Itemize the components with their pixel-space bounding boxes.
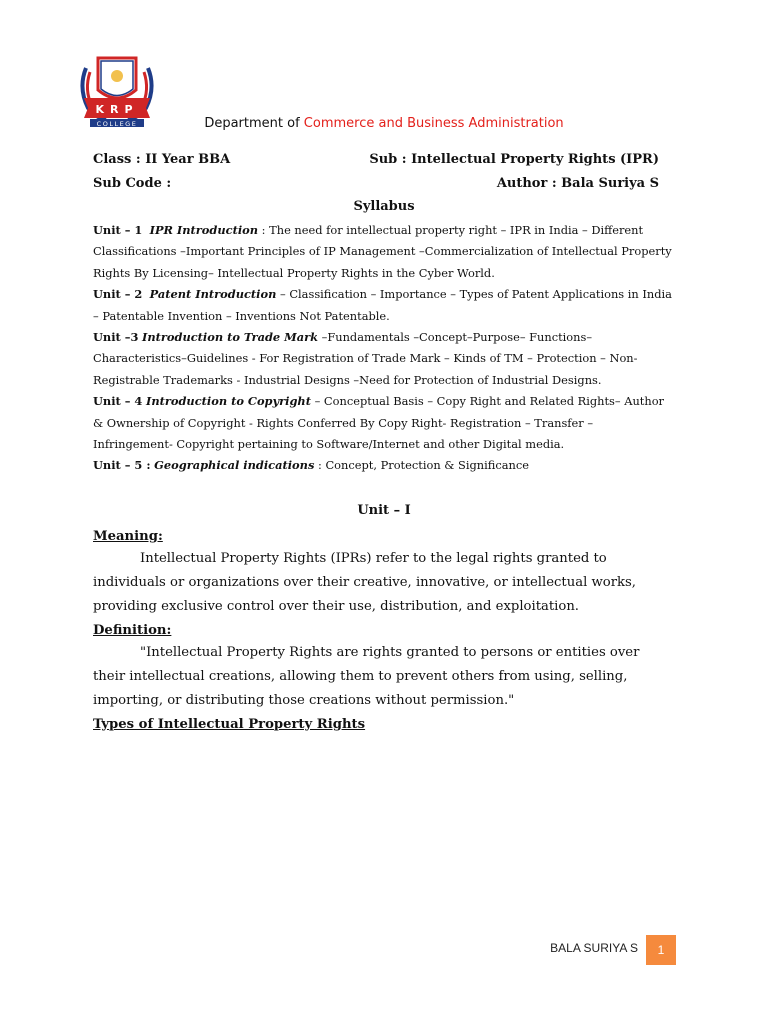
definition-heading: Definition: — [93, 623, 172, 638]
syllabus-unit — [93, 327, 675, 391]
syllabus-unit — [93, 391, 675, 455]
unit-text: : The need for intellectual property right – IPR in India – Different Classifications –Important Principles of IP Management –Commercialization of Intellectual Property Rights By Licensing– Intellectual Property Rights in the Cyber World. — [93, 223, 672, 280]
subject-label: Sub : Intellectual Property Rights (IPR) — [369, 152, 659, 167]
meaning-paragraph — [93, 547, 653, 619]
department-line — [0, 116, 768, 131]
syllabus-unit — [93, 284, 675, 327]
unit-text: – Conceptual Basis – Copy Right and Related Rights– Author & Ownership of Copyright - Rights Conferred By Copy Right- Registration – Transfer – Infringement- Copyright pertaining to Software/Internet and other Digital media. — [93, 394, 664, 452]
dept-prefix: Department of — [204, 116, 300, 131]
meaning-heading: Meaning: — [93, 529, 163, 544]
syllabus-unit — [93, 220, 675, 284]
unit-label: Unit – 5 : — [93, 458, 151, 473]
unit-topic: Geographical indications — [154, 458, 315, 473]
page-number: 1 — [646, 935, 676, 965]
unit-text: – Classification – Importance – Types of Patent Applications in India – Patentable Invention – Inventions Not Patentable. — [93, 287, 672, 323]
svg-text:KRP: KRP — [95, 103, 139, 116]
footer-author: BALA SURIYA S — [550, 941, 638, 955]
class-label: Class : II Year BBA — [93, 152, 231, 167]
syllabus-title: Syllabus — [353, 199, 415, 214]
dept-name: Commerce and Business Administration — [303, 116, 564, 131]
svg-text:COLLEGE: COLLEGE — [96, 120, 138, 128]
unit-title: Unit – I — [357, 503, 411, 518]
definition-text: "Intellectual Property Rights are rights granted to persons or entities over their intellectual creations, allowing them to prevent others from using, selling, importing, or distributing those creations without permission." — [93, 645, 640, 708]
unit-topic: Introduction to Copyright — [145, 394, 311, 409]
unit-topic: IPR Introduction — [149, 223, 259, 237]
meta-row-2 — [93, 176, 659, 191]
meta-row-1 — [93, 152, 659, 167]
unit-label: Unit –3 — [93, 330, 139, 345]
unit-label: Unit – 4 — [93, 394, 143, 409]
author-label: Author : Bala Suriya S — [496, 176, 659, 191]
unit-label: Unit – 2 — [93, 287, 143, 302]
meaning-text: Intellectual Property Rights (IPRs) refer to the legal rights granted to individuals or organizations over their creative, innovative, or intellectual works, providing exclusive control over their use, distribution, and exploitation. — [93, 551, 636, 614]
unit-topic: Introduction to Trade Mark — [142, 330, 319, 345]
unit-text: : Concept, Protection & Significance — [314, 458, 529, 473]
syllabus-list — [93, 220, 675, 477]
sub-code-label: Sub Code : — [93, 176, 172, 191]
unit-text: –Fundamentals –Concept–Purpose– Functions– Characteristics–Guidelines - For Registration of Trade Mark – Kinds of TM – Protection – Non-Registrable Trademarks - Industrial Designs –Need for Protection of Industrial Designs. — [93, 330, 638, 387]
types-heading: Types of Intellectual Property Rights — [93, 717, 366, 732]
unit-label: Unit – 1 — [93, 223, 143, 237]
unit-topic: Patent Introduction — [149, 287, 277, 302]
definition-paragraph — [93, 641, 653, 713]
syllabus-unit — [93, 455, 675, 476]
